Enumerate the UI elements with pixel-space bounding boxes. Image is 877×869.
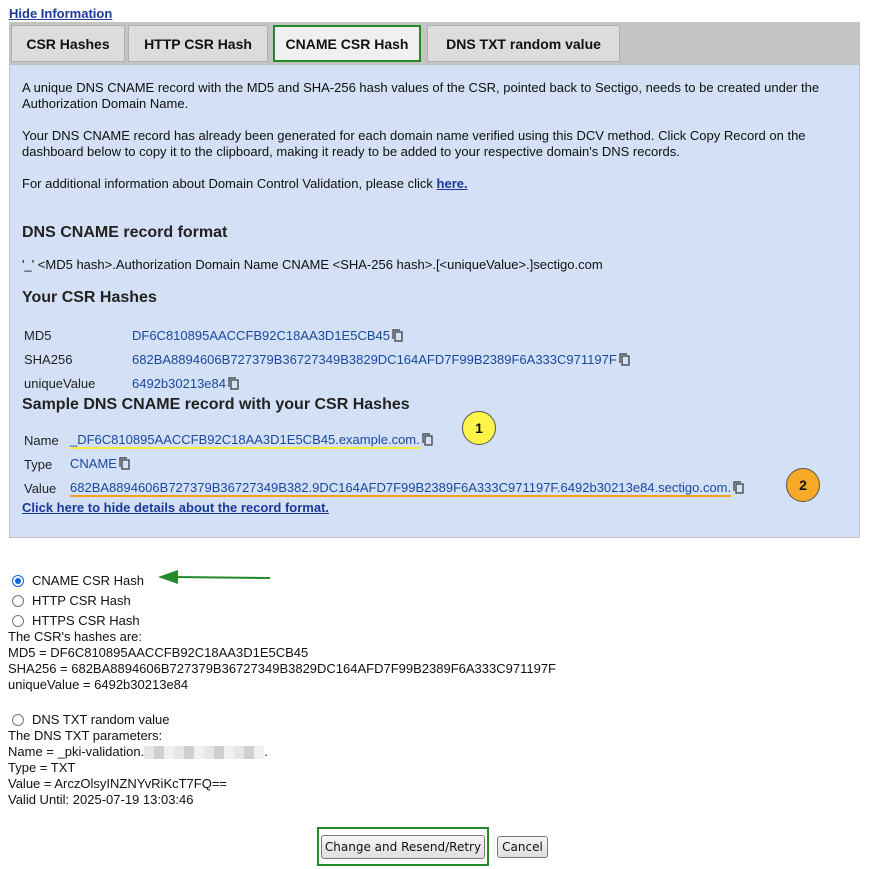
- sha256-value[interactable]: [132, 352, 630, 369]
- tab-cname-csr-hash[interactable]: CNAME CSR Hash: [273, 25, 421, 62]
- sample-value-value[interactable]: [70, 480, 744, 497]
- md5-value[interactable]: [132, 328, 403, 345]
- sha256-label: SHA256: [24, 352, 73, 367]
- intro-text: A unique DNS CNAME record with the MD5 and SHA-256 hash values of the CSR, pointed back to Sectigo, needs to be created under the Authorization Domain Name.: [22, 80, 820, 111]
- type-label: Type: [24, 457, 53, 472]
- txt-intro: The DNS TXT parameters:: [8, 728, 163, 743]
- unique-value-text: 6492b30213e84: [132, 376, 226, 391]
- sample-value-text: 682BA8894606B727379B36727349B382.9DC164AFD7F99B2389F6A333C971197F.6492b30213e84.sectigo.com.: [70, 480, 732, 495]
- format-heading: DNS CNAME record format: [22, 224, 228, 241]
- cancel-button[interactable]: Cancel: [497, 836, 548, 858]
- option-dns-txt-label: DNS TXT random value: [32, 712, 170, 727]
- format-text: '_' <MD5 hash>.Authorization Domain Name CNAME <SHA-256 hash>.[<uniqueValue>.]sectigo.com: [22, 257, 603, 272]
- value-label: Value: [24, 481, 57, 496]
- md5-value-text: DF6C810895AACCFB92C18AA3D1E5CB45: [132, 328, 390, 343]
- txt-type-line: Type = TXT: [8, 760, 76, 775]
- txt-name-suffix: .: [264, 744, 268, 759]
- sha256-value-text: 682BA8894606B727379B36727349B3829DC164AFD7F99B2389F6A333C971197F: [132, 352, 617, 367]
- tab-http-csr-hash[interactable]: HTTP CSR Hash: [128, 25, 268, 62]
- tab-bar: [9, 22, 860, 64]
- md5-label: MD5: [24, 328, 52, 343]
- change-and-resend-button[interactable]: Change and Resend/Retry: [321, 835, 485, 859]
- option-dns-txt-random-value[interactable]: [12, 712, 170, 727]
- copy-icon[interactable]: [119, 457, 130, 473]
- option-cname-csr-hash[interactable]: [12, 573, 144, 588]
- unique-value[interactable]: [132, 376, 239, 393]
- additional-info-prefix: For additional information about Domain Control Validation, please click: [22, 176, 433, 191]
- tab-dns-txt-random-value[interactable]: DNS TXT random value: [427, 25, 620, 62]
- hashes-heading: Your CSR Hashes: [22, 289, 157, 306]
- dcv-info-link[interactable]: here.: [436, 176, 468, 191]
- unique-value-label: uniqueValue: [24, 376, 96, 391]
- option-https-csr-hash[interactable]: [12, 613, 140, 628]
- sample-type-value[interactable]: [70, 456, 130, 473]
- green-arrow-icon: [158, 568, 272, 586]
- name-label: Name: [24, 433, 59, 448]
- copy-icon[interactable]: [733, 481, 744, 497]
- unique-value-line: uniqueValue = 6492b30213e84: [8, 677, 189, 692]
- radio-dns-txt[interactable]: [12, 714, 24, 726]
- copy-icon[interactable]: [228, 377, 239, 393]
- option-http-csr-hash[interactable]: [12, 593, 131, 608]
- callout-badge-2: 2: [786, 468, 820, 502]
- sample-heading: Sample DNS CNAME record with your CSR Hashes: [22, 396, 410, 413]
- radio-cname-selected[interactable]: [12, 575, 24, 587]
- md5-line: MD5 = DF6C810895AACCFB92C18AA3D1E5CB45: [8, 645, 309, 660]
- callout-badge-1: 1: [462, 411, 496, 445]
- hide-information-link[interactable]: Hide Information: [9, 6, 113, 21]
- generated-text: Your DNS CNAME record has already been generated for each domain name verified using this DCV method. Click Copy Record on the dashboard below to copy it to the clipboard, making it ready to be added to your respective domain's DNS records.: [22, 128, 806, 159]
- additional-info-text: [22, 176, 842, 192]
- txt-name-line: [8, 744, 268, 759]
- hashes-intro: The CSR's hashes are:: [8, 629, 142, 644]
- sha256-line: SHA256 = 682BA8894606B727379B36727349B3829DC164AFD7F99B2389F6A333C971197F: [8, 661, 556, 676]
- tab-csr-hashes[interactable]: CSR Hashes: [11, 25, 125, 62]
- sample-type-text: CNAME: [70, 456, 117, 471]
- sample-name-text: _DF6C810895AACCFB92C18AA3D1E5CB45.example.com.: [70, 432, 420, 447]
- txt-name-prefix: Name = _pki-validation.: [8, 744, 145, 759]
- copy-icon[interactable]: [392, 329, 403, 345]
- txt-value-line: Value = ArczOlsyINZNYvRiKcT7FQ==: [8, 776, 228, 791]
- txt-valid-until-line: Valid Until: 2025-07-19 13:03:46: [8, 792, 194, 807]
- copy-icon[interactable]: [619, 353, 630, 369]
- cname-info-panel: [9, 64, 860, 538]
- option-cname-label: CNAME CSR Hash: [32, 573, 144, 588]
- copy-icon[interactable]: [422, 433, 433, 449]
- option-http-label: HTTP CSR Hash: [32, 593, 131, 608]
- radio-http[interactable]: [12, 595, 24, 607]
- redacted-domain: [144, 746, 264, 759]
- option-https-label: HTTPS CSR Hash: [32, 613, 140, 628]
- sample-name-value[interactable]: [70, 432, 433, 449]
- radio-https[interactable]: [12, 615, 24, 627]
- hide-details-link[interactable]: Click here to hide details about the record format.: [22, 500, 330, 515]
